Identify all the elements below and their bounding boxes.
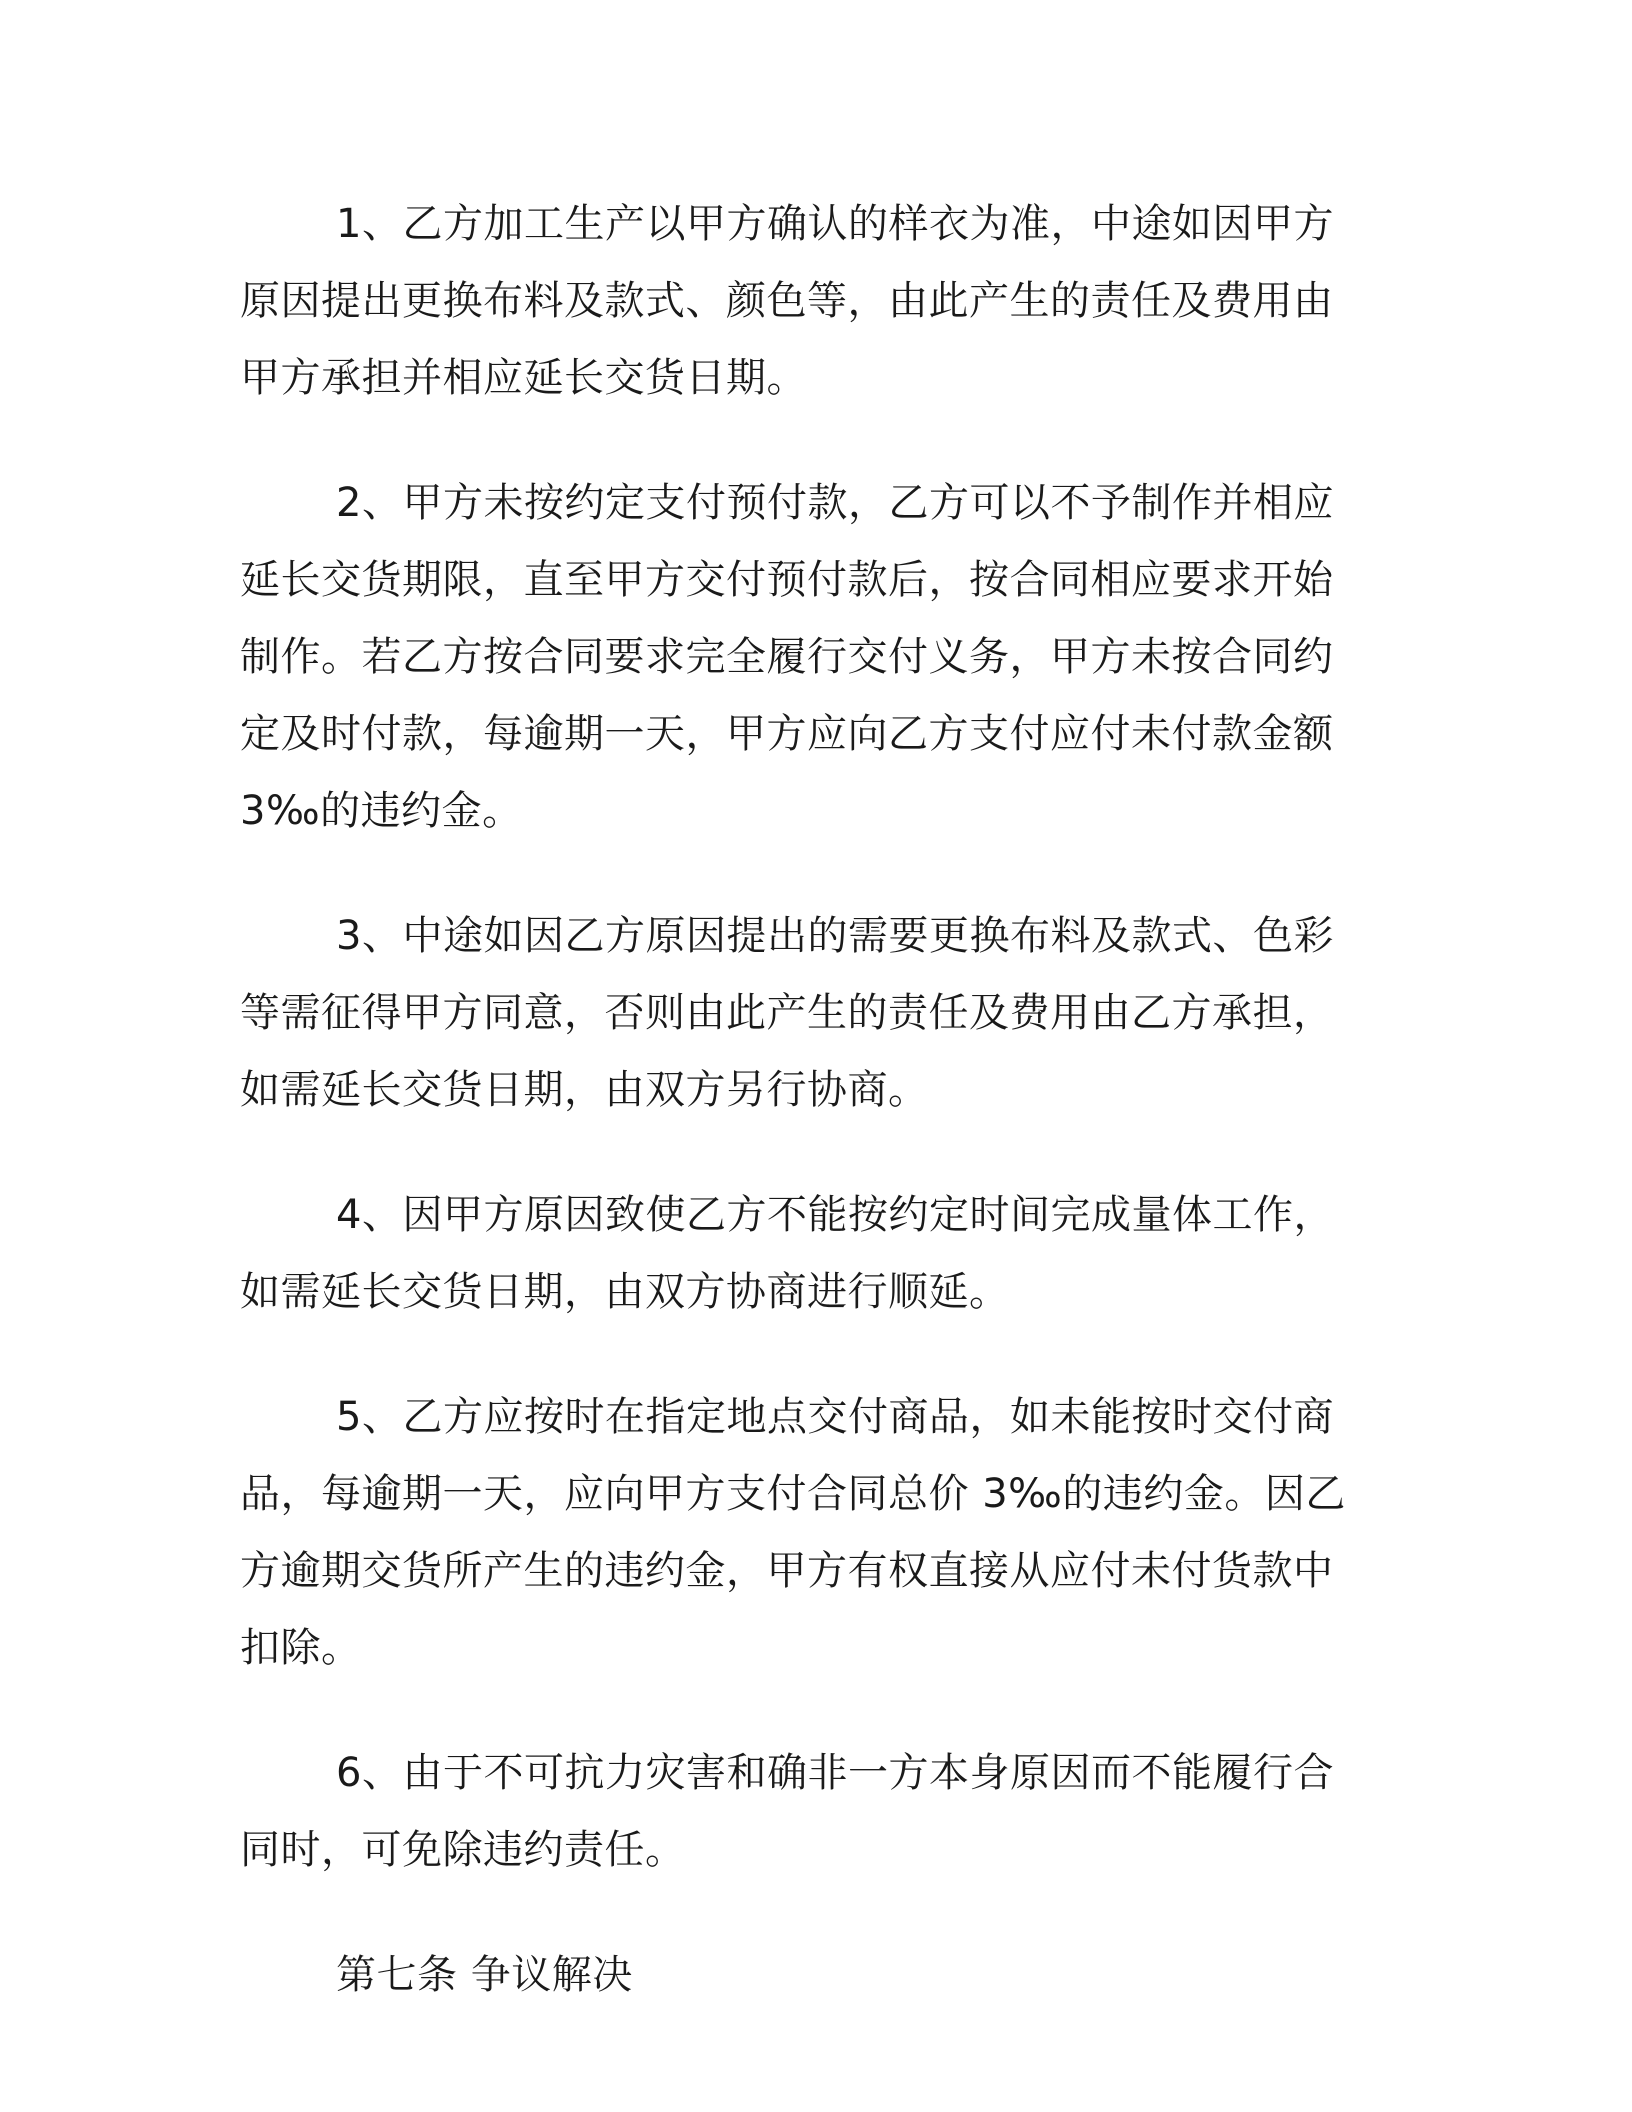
clause-1: 1、乙方加工生产以甲方确认的样衣为准，中途如因甲方原因提出更换布料及款式、颜色等，由此产生的责任及费用由甲方承担并相应延长交货日期。 xyxy=(240,201,1334,401)
clause-2: 2、甲方未按约定支付预付款，乙方可以不予制作并相应延长交货期限，直至甲方交付预付款后，按合同相应要求开始制作。若乙方按合同要求完全履行交付义务，甲方未按合同约定及时付款，每逾期一天，甲方应向乙方支付应付未付款金额 3‰的违约金。 xyxy=(240,480,1334,834)
document-body xyxy=(240,186,1370,2014)
clause-3: 3、中途如因乙方原因提出的需要更换布料及款式、色彩等需征得甲方同意，否则由此产生的责任及费用由乙方承担，如需延长交货日期，由双方另行协商。 xyxy=(240,913,1334,1113)
clause-5: 5、乙方应按时在指定地点交付商品，如未能按时交付商品，每逾期一天，应向甲方支付合同总价 3‰的违约金。因乙方逾期交货所产生的违约金，甲方有权直接从应付未付货款中扣除。 xyxy=(240,1394,1346,1671)
clause-6: 6、由于不可抗力灾害和确非一方本身原因而不能履行合同时，可免除违约责任。 xyxy=(240,1750,1334,1873)
section-heading: 第七条 争议解决 xyxy=(336,1952,633,1998)
clause-4: 4、因甲方原因致使乙方不能按约定时间完成量体工作，如需延长交货日期，由双方协商进行顺延。 xyxy=(240,1192,1334,1315)
